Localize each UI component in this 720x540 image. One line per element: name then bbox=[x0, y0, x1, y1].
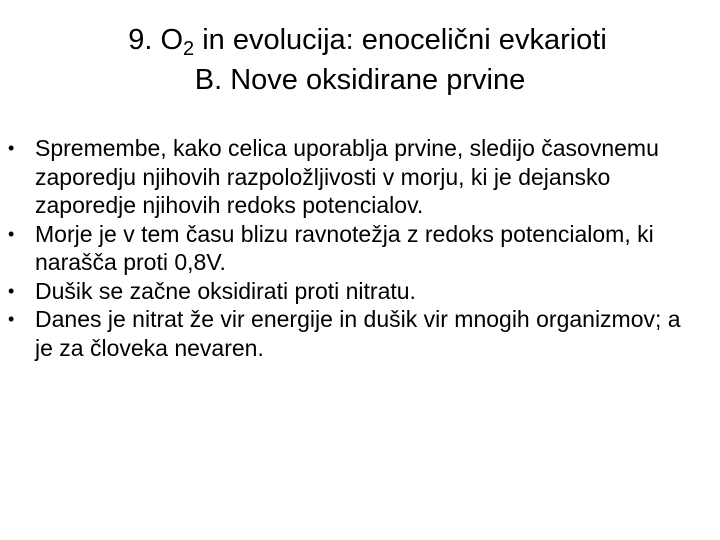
slide-title bbox=[0, 20, 720, 100]
bullet-icon: • bbox=[8, 280, 15, 301]
slide-subtitle: B. Nove oksidirane prvine bbox=[194, 64, 526, 96]
bullet-item bbox=[8, 305, 698, 362]
bullet-icon: • bbox=[8, 223, 15, 244]
bullet-icon: • bbox=[8, 309, 15, 329]
bullet-text: Danes je nitrat že vir energije in dušik vir mnogih organizmov; a je za človeka nevaren. bbox=[35, 306, 681, 361]
bullet-text: Dušik se začne oksidirati proti nitratu. bbox=[35, 277, 416, 304]
slide-title-line bbox=[0, 20, 720, 60]
bullet-icon: • bbox=[8, 138, 15, 158]
title-subscript: 2 bbox=[183, 38, 195, 60]
bullet-text: Morje je v tem času blizu ravnotežja z redoks potencialom, ki narašča proti 0,8V. bbox=[35, 220, 654, 275]
title-prefix: 9. O bbox=[128, 24, 184, 56]
bullet-item bbox=[8, 134, 698, 220]
bullet-item bbox=[8, 277, 698, 306]
bullet-text: Spremembe, kako celica uporablja prvine, sledijo časovnemu zaporedju njihovih razpoložljivosti v morju, ki je dejansko zaporedje njihovih redoks potencialov. bbox=[35, 135, 659, 218]
bullet-item bbox=[8, 220, 698, 277]
bullet-list bbox=[8, 134, 698, 362]
title-suffix: in evolucija: enocelični evkarioti bbox=[194, 24, 607, 56]
